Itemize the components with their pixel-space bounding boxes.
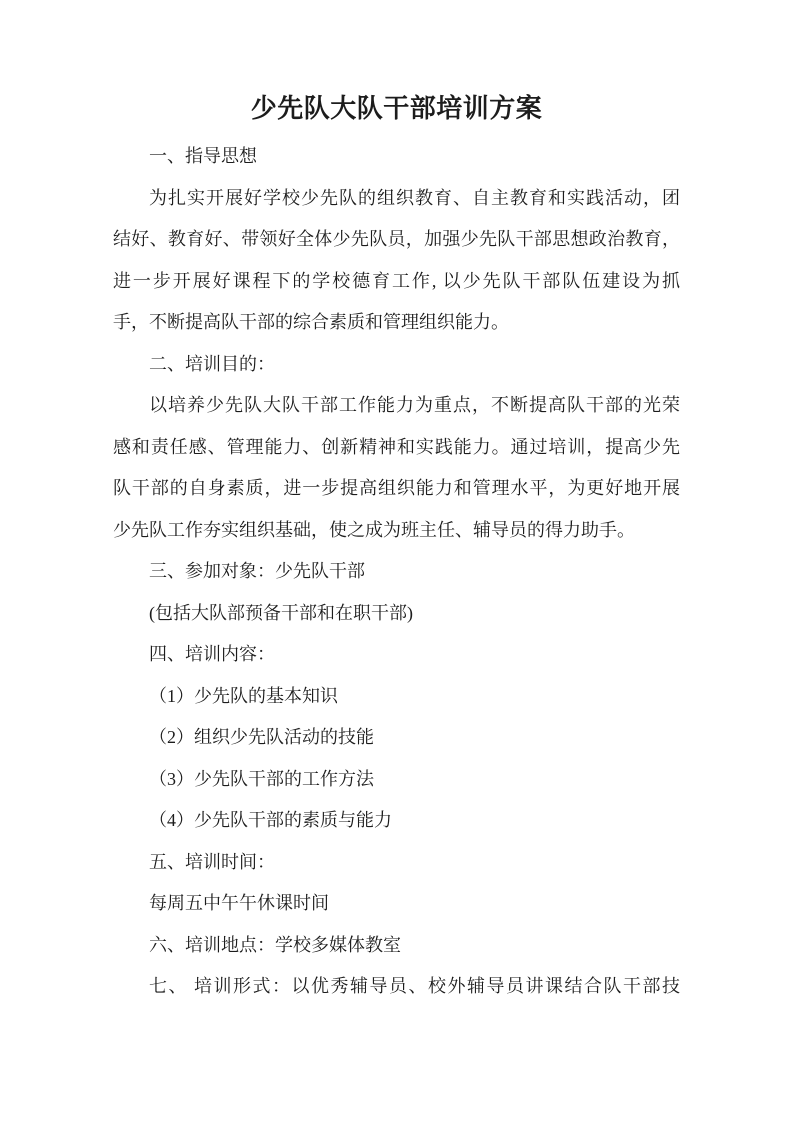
list-item-3: （3）少先队干部的工作方法 — [149, 768, 374, 789]
list-item-2: （2）组织少先队活动的技能 — [149, 727, 374, 747]
section-heading-3: 三、参加对象：少先队干部 — [149, 561, 365, 581]
section-heading-6: 六、培训地点：学校多媒体教室 — [149, 934, 401, 955]
paragraph-line: 少先队工作夯实组织基础，使之成为班主任、辅导员的得力助手。 — [113, 519, 635, 540]
list-item-1: （1）少先队的基本知识 — [149, 685, 338, 706]
list-item-4: （4）少先队干部的素质与能力 — [149, 810, 392, 830]
paragraph-line: 感和责任感、管理能力、创新精神和实践能力。通过培训，提高少先 — [113, 436, 680, 457]
paragraph-line: 每周五中午午休课时间 — [149, 893, 329, 913]
paragraph-line: 手，不断提高队干部的综合素质和管理组织能力。 — [113, 312, 509, 332]
section-heading-1: 一、指导思想 — [149, 146, 257, 166]
paragraph-line: 结好、教育好、带领好全体少先队员，加强少先队干部思想政治教育， — [113, 229, 680, 249]
paragraph-line: 进一步开展好课程下的学校德育工作, 以少先队干部队伍建设为抓 — [113, 270, 680, 291]
document-body — [113, 136, 680, 1008]
section-heading-7: 七、 培训形式：以优秀辅导员、校外辅导员讲课结合队干部技 — [149, 976, 680, 996]
paragraph-line: 队干部的自身素质，进一步提高组织能力和管理水平，为更好地开展 — [113, 478, 680, 498]
section-heading-4: 四、培训内容： — [149, 644, 275, 664]
paragraph-line: (包括大队部预备干部和在职干部) — [149, 602, 413, 623]
paragraph-line: 为扎实开展好学校少先队的组织教育、自主教育和实践活动，团 — [149, 187, 680, 208]
section-heading-2: 二、培训目的： — [149, 353, 275, 374]
paragraph-line: 以培养少先队大队干部工作能力为重点，不断提高队干部的光荣 — [149, 395, 680, 415]
section-heading-5: 五、培训时间： — [149, 851, 275, 872]
document-title: 少先队大队干部培训方案 — [250, 94, 543, 123]
